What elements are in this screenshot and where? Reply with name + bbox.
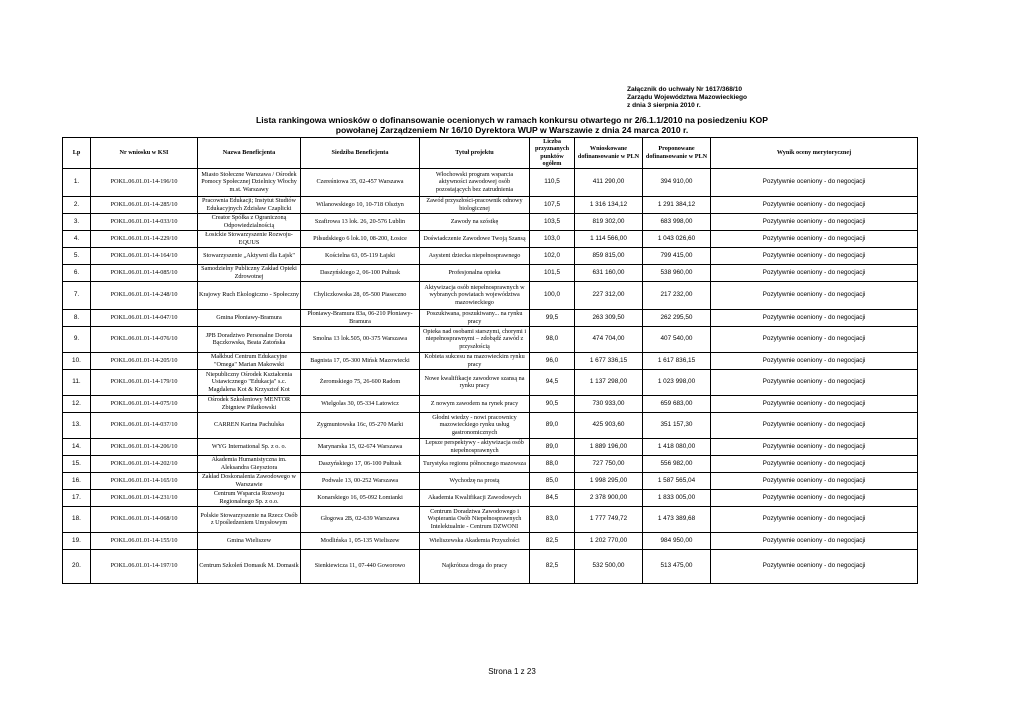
cell-beneficiary-name: Miasto Stołeczne Warszawa / Ośrodek Pomocy Społecznej Dzielnicy Włochy m.st. Warszawy [198, 168, 301, 196]
cell-requested-funding: 819 302,00 [575, 213, 643, 230]
cell-beneficiary-address: Czereśniowa 35, 02-457 Warszawa [301, 168, 420, 196]
cell-points: 83,0 [530, 506, 575, 532]
table-row [63, 264, 918, 281]
cell-ksi-number: POKL.06.01.01-14-037/10 [91, 412, 198, 438]
cell-points: 102,0 [530, 247, 575, 264]
cell-beneficiary-address: Daszyńskiego 2, 06-100 Pułtusk [301, 264, 420, 281]
cell-proposed-funding: 1 043 026,60 [643, 230, 711, 247]
cell-ksi-number: POKL.06.01.01-14-285/10 [91, 196, 198, 213]
cell-proposed-funding: 659 683,00 [643, 395, 711, 412]
cell-beneficiary-name: Krajowy Ruch Ekologiczno - Społeczny [198, 281, 301, 309]
cell-proposed-funding: 351 157,30 [643, 412, 711, 438]
cell-points: 98,0 [530, 326, 575, 352]
cell-requested-funding: 425 903,60 [575, 412, 643, 438]
cell-ksi-number: POKL.06.01.01-14-231/10 [91, 489, 198, 506]
cell-evaluation-result: Pozytywnie oceniony - do negocjacji [711, 230, 918, 247]
cell-proposed-funding: 1 418 080,00 [643, 438, 711, 455]
cell-requested-funding: 1 677 336,15 [575, 352, 643, 369]
cell-ksi-number: POKL.06.01.01-14-068/10 [91, 506, 198, 532]
cell-beneficiary-name: Małkbud Centrum Edukacyjne "Omega" Marian Makowski [198, 352, 301, 369]
cell-lp: 14. [63, 438, 91, 455]
cell-ksi-number: POKL.06.01.01-14-076/10 [91, 326, 198, 352]
cell-beneficiary-name: Łosickie Stowarzyszenie Rozwoju-EQUUS [198, 230, 301, 247]
cell-ksi-number: POKL.06.01.01-14-206/10 [91, 438, 198, 455]
cell-beneficiary-name: Gmina Płoniawy-Bramura [198, 309, 301, 326]
header-project-title: Tytuł projektu [420, 138, 530, 169]
header-evaluation-result: Wynik oceny merytorycznej [711, 138, 918, 169]
cell-ksi-number: POKL.06.01.01-14-229/10 [91, 230, 198, 247]
cell-project-title: Nowe kwalifikacje zawodowe szansą na rynku pracy [420, 369, 530, 395]
cell-lp: 7. [63, 281, 91, 309]
cell-project-title: Turystyka regionu północnego mazowsza [420, 455, 530, 472]
cell-lp: 18. [63, 506, 91, 532]
cell-points: 110,5 [530, 168, 575, 196]
cell-beneficiary-name: Niepubliczny Ośrodek Kształcenia Ustawicznego "Edukacja" s.c. Magdalena Kot & Krzysztof Kot [198, 369, 301, 395]
cell-ksi-number: POKL.06.01.01-14-164/10 [91, 247, 198, 264]
cell-evaluation-result: Pozytywnie oceniony - do negocjacji [711, 395, 918, 412]
cell-evaluation-result: Pozytywnie oceniony - do negocjacji [711, 412, 918, 438]
cell-points: 90,5 [530, 395, 575, 412]
table-row [63, 549, 918, 583]
cell-requested-funding: 474 704,00 [575, 326, 643, 352]
cell-points: 88,0 [530, 455, 575, 472]
cell-requested-funding: 730 933,00 [575, 395, 643, 412]
cell-evaluation-result: Pozytywnie oceniony - do negocjacji [711, 532, 918, 549]
cell-proposed-funding: 984 950,00 [643, 532, 711, 549]
header-beneficiary-address: Siedziba Beneficjenta [301, 138, 420, 169]
cell-beneficiary-address: Głogowa 2B, 02-639 Warszawa [301, 506, 420, 532]
cell-project-title: Wieliszewska Akademia Przyszłości [420, 532, 530, 549]
attachment-note [627, 86, 747, 110]
header-requested-funding: Wnioskowane dofinansowanie w PLN [575, 138, 643, 169]
cell-evaluation-result: Pozytywnie oceniony - do negocjacji [711, 352, 918, 369]
ranking-table [62, 137, 918, 584]
table-row [63, 213, 918, 230]
cell-ksi-number: POKL.06.01.01-14-155/10 [91, 532, 198, 549]
attachment-note-line: Zarządu Województwa Mazowieckiego [627, 94, 748, 101]
cell-proposed-funding: 217 232,00 [643, 281, 711, 309]
cell-proposed-funding: 1 023 998,00 [643, 369, 711, 395]
cell-lp: 8. [63, 309, 91, 326]
cell-proposed-funding: 1 291 384,12 [643, 196, 711, 213]
cell-lp: 13. [63, 412, 91, 438]
title-line: Lista rankingowa wniosków o dofinansowanie ocenionych w ramach konkursu otwartego nr 2/6.1.1/2010 na posiedzeniu KOP [256, 115, 768, 125]
cell-ksi-number: POKL.06.01.01-14-196/10 [91, 168, 198, 196]
header-lp: Lp [63, 138, 91, 169]
cell-ksi-number: POKL.06.01.01-14-165/10 [91, 472, 198, 489]
cell-beneficiary-name: Zakład Doskonalenia Zawodowego w Warszawie [198, 472, 301, 489]
cell-beneficiary-address: Sienkiewicza 11, 07-440 Goworowo [301, 549, 420, 583]
cell-requested-funding: 1 202 770,00 [575, 532, 643, 549]
cell-proposed-funding: 683 998,00 [643, 213, 711, 230]
cell-project-title: Akademia Kwalifikacji Zawodowych [420, 489, 530, 506]
cell-beneficiary-address: Szafirowa 13 lok. 26, 20-576 Lublin [301, 213, 420, 230]
cell-proposed-funding: 1 473 389,68 [643, 506, 711, 532]
cell-project-title: Zawody na szóstkę [420, 213, 530, 230]
cell-evaluation-result: Pozytywnie oceniony - do negocjacji [711, 247, 918, 264]
cell-points: 99,5 [530, 309, 575, 326]
cell-requested-funding: 1 777 749,72 [575, 506, 643, 532]
cell-evaluation-result: Pozytywnie oceniony - do negocjacji [711, 489, 918, 506]
cell-evaluation-result: Pozytywnie oceniony - do negocjacji [711, 326, 918, 352]
cell-requested-funding: 2 378 900,00 [575, 489, 643, 506]
cell-project-title: Głodni wiedzy - nowi pracownicy mazowieckiego rynku usług gastronomicznych [420, 412, 530, 438]
cell-project-title: Zawód przyszłości-pracownik odnowy biologicznej [420, 196, 530, 213]
cell-beneficiary-address: Piłsudskiego 6 lok.10, 08-200, Łosice [301, 230, 420, 247]
cell-beneficiary-address: Żeromskiego 75, 26-600 Radom [301, 369, 420, 395]
cell-lp: 6. [63, 264, 91, 281]
cell-evaluation-result: Pozytywnie oceniony - do negocjacji [711, 168, 918, 196]
cell-ksi-number: POKL.06.01.01-14-033/10 [91, 213, 198, 230]
cell-evaluation-result: Pozytywnie oceniony - do negocjacji [711, 506, 918, 532]
cell-points: 89,0 [530, 438, 575, 455]
cell-beneficiary-address: Konarskiego 16, 05-092 Łomianki [301, 489, 420, 506]
cell-project-title: Opieka nad osobami starszymi, chorymi i niepełnosprawnymi – zdobądź zawód z przyszłością [420, 326, 530, 352]
cell-points: 101,5 [530, 264, 575, 281]
table-row [63, 196, 918, 213]
cell-beneficiary-name: Pracownia Edukacji; Instytut Studiów Edukacyjnych Zdzisław Czaplicki [198, 196, 301, 213]
cell-evaluation-result: Pozytywnie oceniony - do negocjacji [711, 281, 918, 309]
cell-lp: 15. [63, 455, 91, 472]
cell-ksi-number: POKL.06.01.01-14-085/10 [91, 264, 198, 281]
cell-requested-funding: 1 137 298,00 [575, 369, 643, 395]
cell-requested-funding: 532 500,00 [575, 549, 643, 583]
table-row [63, 455, 918, 472]
cell-ksi-number: POKL.06.01.01-14-248/10 [91, 281, 198, 309]
cell-requested-funding: 859 815,00 [575, 247, 643, 264]
cell-evaluation-result: Pozytywnie oceniony - do negocjacji [711, 196, 918, 213]
page-number: Strona 1 z 23 [488, 667, 536, 676]
cell-lp: 20. [63, 549, 91, 583]
cell-lp: 4. [63, 230, 91, 247]
cell-proposed-funding: 513 475,00 [643, 549, 711, 583]
cell-project-title: Profesjonalna opieka [420, 264, 530, 281]
cell-requested-funding: 727 750,00 [575, 455, 643, 472]
cell-lp: 12. [63, 395, 91, 412]
cell-beneficiary-name: Gmina Wieliszew [198, 532, 301, 549]
cell-beneficiary-name: Ośrodek Szkoleniowy MENTOR Zbigniew Piłatkowski [198, 395, 301, 412]
document-title [0, 116, 1024, 135]
cell-proposed-funding: 394 910,00 [643, 168, 711, 196]
cell-lp: 5. [63, 247, 91, 264]
cell-evaluation-result: Pozytywnie oceniony - do negocjacji [711, 455, 918, 472]
cell-beneficiary-name: JPB Doradztwo Personalne Dorota Bączkowska, Beata Zatońska [198, 326, 301, 352]
cell-beneficiary-name: Stowarzyszenie „Aktywni dla Łajsk" [198, 247, 301, 264]
cell-requested-funding: 263 309,50 [575, 309, 643, 326]
cell-ksi-number: POKL.06.01.01-14-202/10 [91, 455, 198, 472]
cell-beneficiary-name: Samodzielny Publiczny Zakład Opieki Zdrowotnej [198, 264, 301, 281]
cell-project-title: Centrum Doradztwa Zawodowego i Wspierania Osób Niepełnosprawnych Intelektualnie - Centrum DZWONI [420, 506, 530, 532]
table-row [63, 412, 918, 438]
cell-project-title: Lepsze perspektywy - aktywizacja osób niepełnosprawnych [420, 438, 530, 455]
cell-project-title: Doświadczenie Zawodowe Twoją Szansą [420, 230, 530, 247]
cell-evaluation-result: Pozytywnie oceniony - do negocjacji [711, 213, 918, 230]
cell-project-title: Asystent dziecka niepełnosprawnego [420, 247, 530, 264]
cell-lp: 16. [63, 472, 91, 489]
cell-points: 82,5 [530, 532, 575, 549]
cell-lp: 17. [63, 489, 91, 506]
cell-evaluation-result: Pozytywnie oceniony - do negocjacji [711, 369, 918, 395]
cell-beneficiary-address: Płoniawy-Bramura 83a, 06-210 Płoniawy-Bramura [301, 309, 420, 326]
cell-points: 84,5 [530, 489, 575, 506]
cell-points: 103,5 [530, 213, 575, 230]
cell-ksi-number: POKL.06.01.01-14-075/10 [91, 395, 198, 412]
cell-lp: 10. [63, 352, 91, 369]
table-row [63, 230, 918, 247]
table-row [63, 352, 918, 369]
cell-project-title: Aktywizacja osób niepełnosprawnych w wybranych powiatach województwa mazowieckiego [420, 281, 530, 309]
header-beneficiary-name: Nazwa Beneficjenta [198, 138, 301, 169]
cell-requested-funding: 411 290,00 [575, 168, 643, 196]
cell-beneficiary-address: Marynarska 15, 02-674 Warszawa [301, 438, 420, 455]
cell-evaluation-result: Pozytywnie oceniony - do negocjacji [711, 549, 918, 583]
table-row [63, 281, 918, 309]
table-row [63, 506, 918, 532]
cell-ksi-number: POKL.06.01.01-14-197/10 [91, 549, 198, 583]
cell-evaluation-result: Pozytywnie oceniony - do negocjacji [711, 472, 918, 489]
cell-points: 100,0 [530, 281, 575, 309]
cell-lp: 19. [63, 532, 91, 549]
attachment-note-line: Załącznik do uchwały Nr 1617/368/10 [627, 86, 743, 93]
cell-requested-funding: 1 998 295,00 [575, 472, 643, 489]
cell-project-title: Najkrótsza droga do pracy [420, 549, 530, 583]
cell-beneficiary-address: Podwale 13, 00-252 Warszawa [301, 472, 420, 489]
cell-ksi-number: POKL.06.01.01-14-179/10 [91, 369, 198, 395]
cell-lp: 9. [63, 326, 91, 352]
cell-beneficiary-address: Zygmuntowska 16c, 05-270 Marki [301, 412, 420, 438]
cell-beneficiary-address: Bagnista 17, 05-300 Mińsk Mazowiecki [301, 352, 420, 369]
cell-beneficiary-name: Akademia Humanistyczna im. Aleksandra Gieysztora [198, 455, 301, 472]
cell-beneficiary-address: Chyliczkowska 28, 05-500 Piaseczno [301, 281, 420, 309]
cell-points: 96,0 [530, 352, 575, 369]
cell-beneficiary-name: Polskie Stowarzyszenie na Rzecz Osób z Upośledzeniem Umysłowym [198, 506, 301, 532]
cell-lp: 3. [63, 213, 91, 230]
table-row [63, 438, 918, 455]
cell-evaluation-result: Pozytywnie oceniony - do negocjacji [711, 264, 918, 281]
cell-points: 82,5 [530, 549, 575, 583]
cell-proposed-funding: 538 960,00 [643, 264, 711, 281]
table-row [63, 532, 918, 549]
cell-beneficiary-name: Centrum Wsparcia Rozwoju Regionalnego Sp. z o.o. [198, 489, 301, 506]
cell-lp: 11. [63, 369, 91, 395]
cell-project-title: Kobieta sukcesu na mazowieckim rynku pracy [420, 352, 530, 369]
cell-proposed-funding: 1 833 005,00 [643, 489, 711, 506]
cell-ksi-number: POKL.06.01.01-14-205/10 [91, 352, 198, 369]
cell-requested-funding: 227 312,00 [575, 281, 643, 309]
cell-beneficiary-address: Smolna 13 lok.505, 00-375 Warszawa [301, 326, 420, 352]
table-row [63, 369, 918, 395]
cell-proposed-funding: 556 982,00 [643, 455, 711, 472]
table-row [63, 489, 918, 506]
cell-requested-funding: 1 114 566,00 [575, 230, 643, 247]
cell-beneficiary-address: Modlińska 1, 05-135 Wieliszew [301, 532, 420, 549]
cell-proposed-funding: 1 617 836,15 [643, 352, 711, 369]
cell-evaluation-result: Pozytywnie oceniony - do negocjacji [711, 309, 918, 326]
table-header-row [63, 138, 918, 169]
title-line: powołanej Zarządzeniem Nr 16/10 Dyrektora WUP w Warszawie z dnia 24 marca 2010 r. [335, 124, 689, 135]
cell-project-title: Poszukiwana, poszukiwany... na rynku pracy [420, 309, 530, 326]
table-row [63, 395, 918, 412]
cell-beneficiary-name: Creator Spółka z Ograniczoną Odpowiedzialnością [198, 213, 301, 230]
cell-beneficiary-name: WYG International Sp. z o. o. [198, 438, 301, 455]
cell-proposed-funding: 1 587 565,04 [643, 472, 711, 489]
cell-points: 103,0 [530, 230, 575, 247]
cell-ksi-number: POKL.06.01.01-14-047/10 [91, 309, 198, 326]
cell-beneficiary-address: Wielgolas 30, 05-334 Latowicz [301, 395, 420, 412]
cell-requested-funding: 1 316 134,12 [575, 196, 643, 213]
cell-proposed-funding: 407 540,00 [643, 326, 711, 352]
header-ksi-number: Nr wniosku w KSI [91, 138, 198, 169]
cell-beneficiary-address: Wilanowskiego 10, 10-718 Olsztyn [301, 196, 420, 213]
cell-beneficiary-name: CARREN Karina Pachulska [198, 412, 301, 438]
table-row [63, 247, 918, 264]
cell-project-title: Włochowski program wsparcia aktywności zawodowej osób pozostających bez zatrudnienia [420, 168, 530, 196]
cell-beneficiary-name: Centrum Szkoleń Domasik M. Domasik [198, 549, 301, 583]
cell-requested-funding: 631 160,00 [575, 264, 643, 281]
cell-points: 85,0 [530, 472, 575, 489]
cell-project-title: Wychodzę na prostą [420, 472, 530, 489]
cell-proposed-funding: 799 415,00 [643, 247, 711, 264]
cell-evaluation-result: Pozytywnie oceniony - do negocjacji [711, 438, 918, 455]
cell-requested-funding: 1 889 196,00 [575, 438, 643, 455]
cell-proposed-funding: 262 295,50 [643, 309, 711, 326]
table-row [63, 326, 918, 352]
cell-points: 89,0 [530, 412, 575, 438]
table-row [63, 472, 918, 489]
header-proposed-funding: Proponowane dofinansowanie w PLN [643, 138, 711, 169]
cell-lp: 2. [63, 196, 91, 213]
table-row [63, 309, 918, 326]
cell-beneficiary-address: Kościelna 63, 05-119 Łajski [301, 247, 420, 264]
attachment-note-line: z dnia 3 sierpnia 2010 r. [627, 102, 701, 109]
cell-points: 107,5 [530, 196, 575, 213]
cell-points: 94,5 [530, 369, 575, 395]
cell-lp: 1. [63, 168, 91, 196]
header-points: Liczba przyznanych punktów ogółem [530, 138, 575, 169]
table-row [63, 168, 918, 196]
cell-beneficiary-address: Daszyńskiego 17, 06-100 Pułtusk [301, 455, 420, 472]
cell-project-title: Z nowym zawodem na rynek pracy [420, 395, 530, 412]
